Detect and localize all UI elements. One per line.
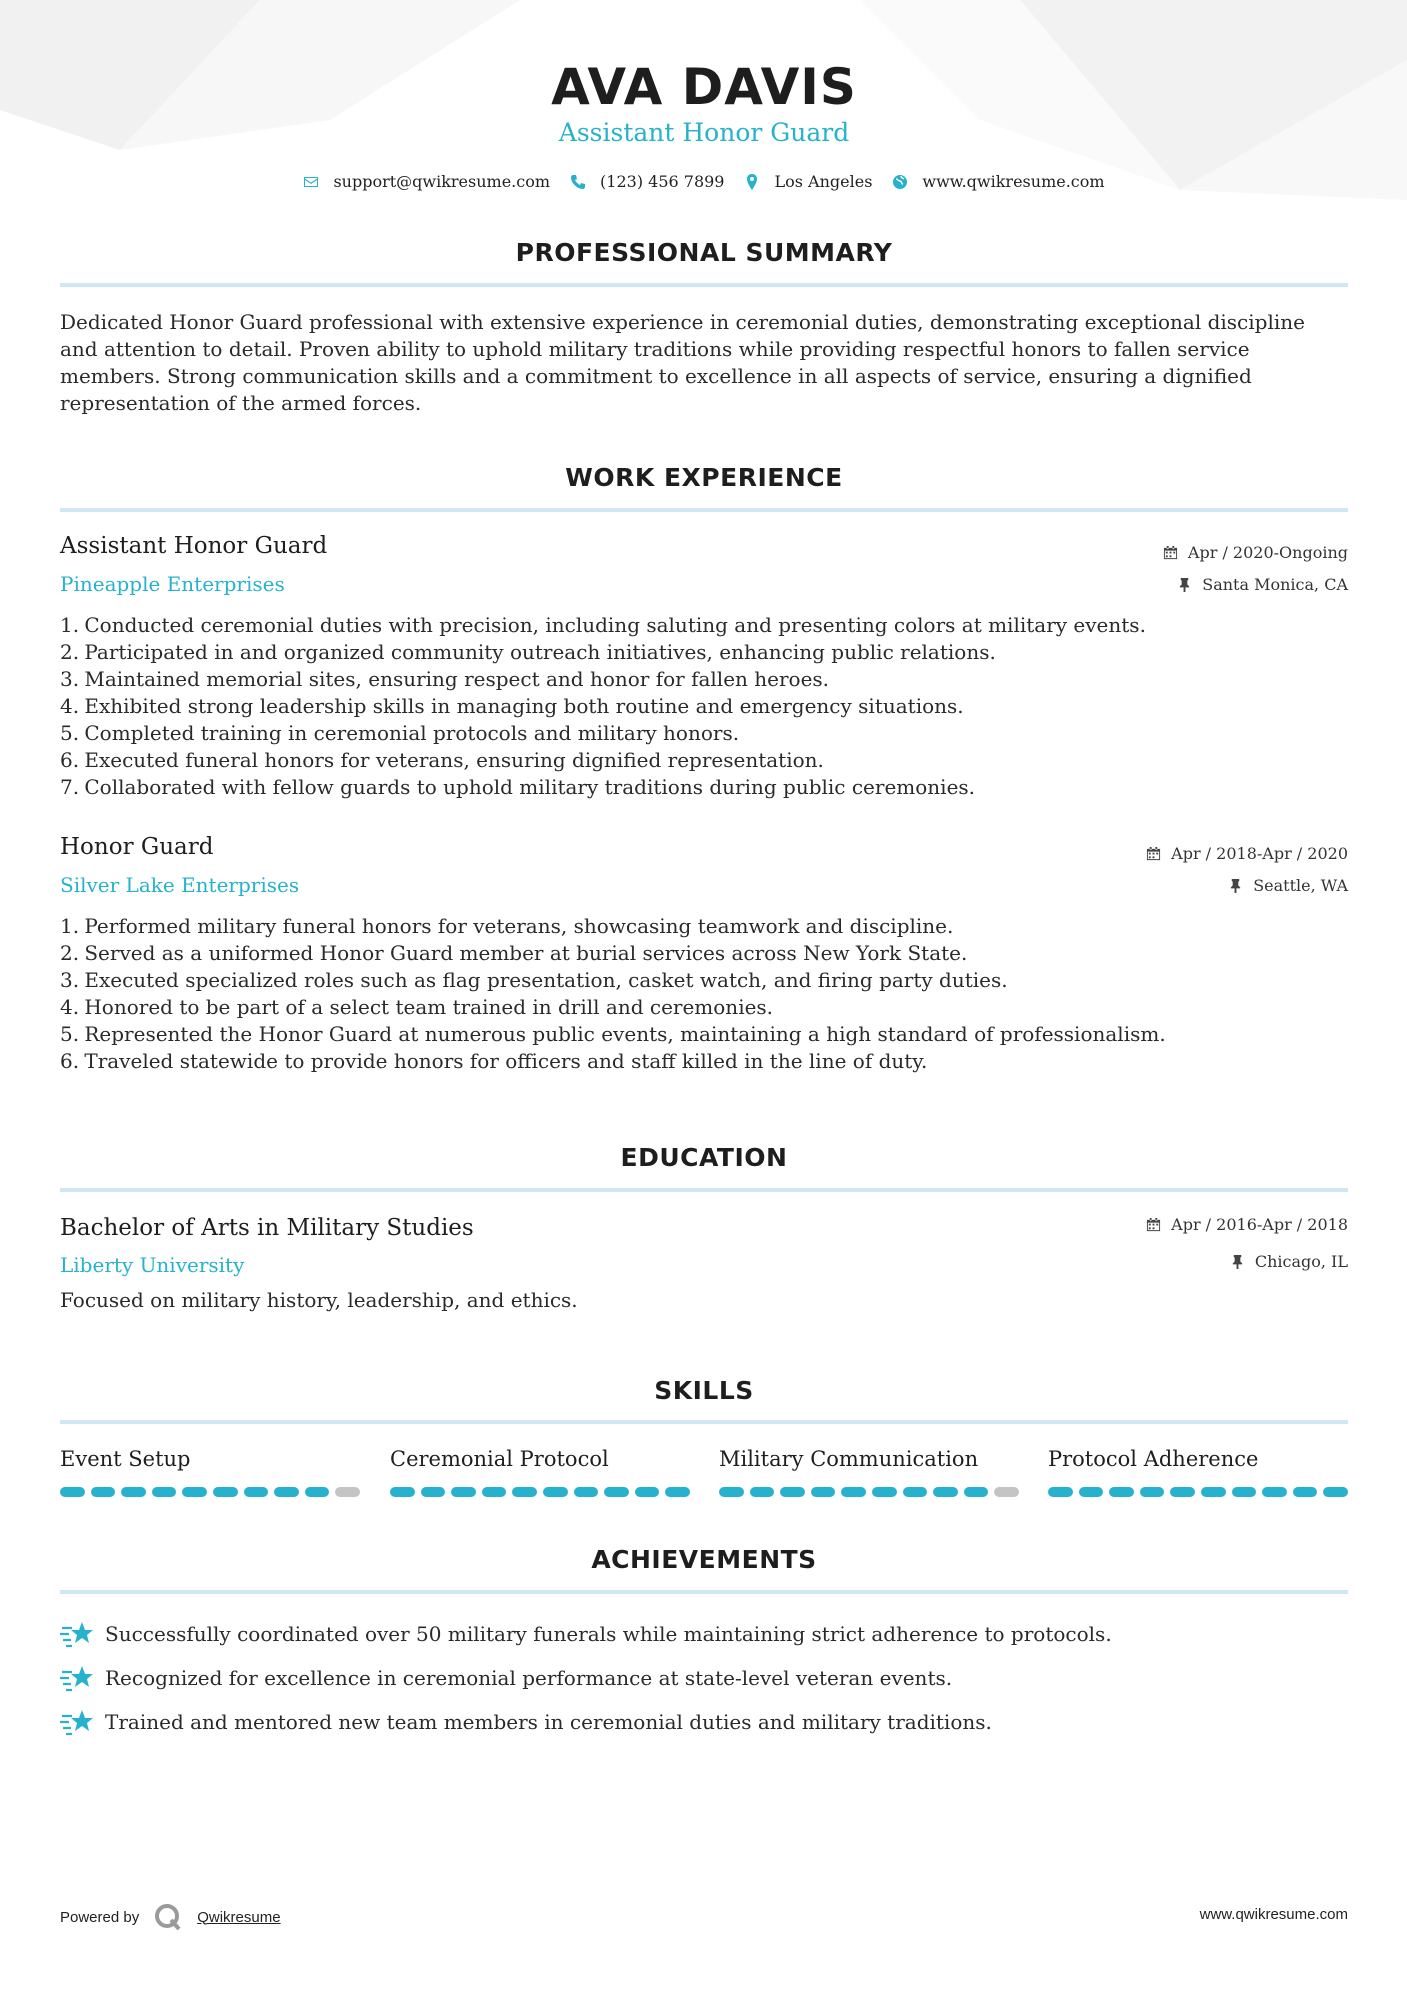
skill-segment-filled (213, 1487, 238, 1497)
achievements-divider (60, 1590, 1348, 1594)
job-1-bullets (60, 612, 1348, 801)
skill-segment-filled (811, 1487, 836, 1497)
education-divider (60, 1188, 1348, 1192)
list-item: 7. Collaborated with fellow guards to uphold military traditions during public ceremonies. (60, 775, 976, 799)
list-item: Recognized for excellence in ceremonial performance at state-level veteran events. (60, 1656, 1348, 1700)
skill-segment-filled (305, 1487, 330, 1497)
experience-heading: WORK EXPERIENCE (565, 463, 843, 492)
skill-segment-filled (182, 1487, 207, 1497)
skill-level-bar (60, 1487, 360, 1497)
skill-segment-filled (1232, 1487, 1257, 1497)
skill-segment-filled (421, 1487, 446, 1497)
job-1-title: Assistant Honor Guard (60, 533, 328, 559)
list-item: 3. Maintained memorial sites, ensuring respect and honor for fallen heroes. (60, 667, 830, 691)
pushpin-icon (1177, 577, 1192, 592)
skill-segment-filled (121, 1487, 146, 1497)
skill-segment-filled (1048, 1487, 1073, 1497)
email-text: support@qwikresume.com (333, 172, 551, 191)
pushpin-icon (1230, 1254, 1245, 1269)
candidate-name: AVA DAVIS (551, 58, 857, 116)
skill-segment-filled (274, 1487, 299, 1497)
job-2-location: Seattle, WA (1228, 876, 1348, 895)
footer (60, 1902, 1348, 1932)
list-item: 3. Executed specialized roles such as flag presentation, casket watch, and firing party duties. (60, 968, 1008, 992)
job-1-dates: Apr / 2020-Ongoing (1163, 543, 1348, 562)
education-degree: Bachelor of Arts in Military Studies (60, 1215, 474, 1241)
education-dates: Apr / 2016-Apr / 2018 (1146, 1215, 1348, 1234)
list-item: 2. Served as a uniformed Honor Guard member at burial services across New York State. (60, 941, 968, 965)
education-location: Chicago, IL (1230, 1252, 1348, 1271)
globe-icon (892, 174, 908, 190)
skill-military-communication (719, 1447, 1019, 1497)
skill-segment-filled (719, 1487, 744, 1497)
skill-event-setup (60, 1447, 360, 1497)
skill-segment-filled (780, 1487, 805, 1497)
skill-name: Ceremonial Protocol (390, 1447, 609, 1471)
list-item: 6. Executed funeral honors for veterans, ensuring dignified representation. (60, 748, 824, 772)
candidate-title: Assistant Honor Guard (558, 118, 850, 147)
skill-segment-filled (964, 1487, 989, 1497)
list-item: 6. Traveled statewide to provide honors for officers and staff killed in the line of duty. (60, 1049, 928, 1073)
skill-segment-filled (482, 1487, 507, 1497)
map-pin-icon (744, 174, 760, 190)
skill-level-bar (719, 1487, 1019, 1497)
job-2-company: Silver Lake Enterprises (60, 873, 300, 897)
education-heading: EDUCATION (620, 1143, 788, 1172)
skill-segment-filled (750, 1487, 775, 1497)
skill-segment-filled (574, 1487, 599, 1497)
location-text: Los Angeles (774, 172, 873, 191)
skill-segment-filled (1293, 1487, 1318, 1497)
list-item: 5. Represented the Honor Guard at numerous public events, maintaining a high standard of professionalism. (60, 1022, 1166, 1046)
footer-url[interactable]: www.qwikresume.com (1199, 1906, 1348, 1923)
skill-segment-filled (1323, 1487, 1348, 1497)
shooting-star-icon (60, 1663, 94, 1693)
list-item: 4. Exhibited strong leadership skills in managing both routine and emergency situations. (60, 694, 964, 718)
skill-segment-filled (1170, 1487, 1195, 1497)
contact-location (744, 172, 872, 191)
skill-segment-filled (543, 1487, 568, 1497)
list-item: 2. Participated in and organized community outreach initiatives, enhancing public relations. (60, 640, 996, 664)
skill-segment-filled (1109, 1487, 1134, 1497)
job-2-bullets (60, 913, 1348, 1075)
calendar-icon (1146, 846, 1161, 861)
list-item: 1. Conducted ceremonial duties with precision, including saluting and presenting colors at military events. (60, 613, 1146, 637)
skill-segment-filled (1262, 1487, 1287, 1497)
skill-segment-filled (635, 1487, 660, 1497)
list-item: Successfully coordinated over 50 military funerals while maintaining strict adherence to protocols. (60, 1612, 1348, 1656)
summary-heading: PROFESSIONAL SUMMARY (515, 238, 893, 267)
achievements-list (60, 1612, 1348, 1744)
calendar-icon (1163, 545, 1178, 560)
skill-segment-filled (1140, 1487, 1165, 1497)
powered-by (60, 1902, 281, 1932)
skill-segment-filled (872, 1487, 897, 1497)
shooting-star-icon (60, 1619, 94, 1649)
job-1-company: Pineapple Enterprises (60, 572, 285, 596)
contact-bar (60, 172, 1348, 191)
calendar-icon (1146, 1217, 1161, 1232)
skill-segment-filled (604, 1487, 629, 1497)
experience-divider (60, 508, 1348, 512)
list-item: 1. Performed military funeral honors for veterans, showcasing teamwork and discipline. (60, 914, 954, 938)
summary-text: Dedicated Honor Guard professional with extensive experience in ceremonial duties, demonstrating exceptional discipline and attention to detail. Proven ability to uphold military traditions while providing respectful honors to fallen service members. Strong communication skills and a commitment to excellence in all aspects of service, ensuring a dignified representation of the armed forces. (60, 310, 1305, 415)
skill-name: Protocol Adherence (1048, 1447, 1259, 1471)
skill-ceremonial-protocol (390, 1447, 690, 1497)
skill-segment-filled (841, 1487, 866, 1497)
job-2-dates: Apr / 2018-Apr / 2020 (1146, 844, 1348, 863)
contact-email[interactable] (303, 172, 550, 191)
skill-segment-filled (1201, 1487, 1226, 1497)
qwikresume-logo-icon (153, 1902, 183, 1932)
skill-segment-filled (390, 1487, 415, 1497)
job-2-title: Honor Guard (60, 834, 214, 860)
skill-name: Event Setup (60, 1447, 191, 1471)
list-item: Trained and mentored new team members in ceremonial duties and military traditions. (60, 1700, 1348, 1744)
skill-segment-empty (335, 1487, 360, 1497)
skill-protocol-adherence (1048, 1447, 1348, 1497)
skill-segment-empty (994, 1487, 1019, 1497)
skill-level-bar (1048, 1487, 1348, 1497)
job-1-location: Santa Monica, CA (1177, 575, 1348, 594)
shooting-star-icon (60, 1707, 94, 1737)
skill-segment-filled (91, 1487, 116, 1497)
skill-segment-filled (60, 1487, 85, 1497)
skill-segment-filled (665, 1487, 690, 1497)
website-text: www.qwikresume.com (922, 172, 1105, 191)
contact-website[interactable] (892, 172, 1104, 191)
skill-segment-filled (451, 1487, 476, 1497)
brand-link[interactable]: Qwikresume (197, 1908, 281, 1926)
skill-segment-filled (903, 1487, 928, 1497)
phone-text: (123) 456 7899 (600, 172, 725, 191)
education-description: Focused on military history, leadership, and ethics. (60, 1288, 578, 1312)
pushpin-icon (1228, 878, 1243, 893)
skill-name: Military Communication (719, 1447, 979, 1471)
summary-divider (60, 283, 1348, 287)
powered-by-label: Powered by (60, 1908, 140, 1926)
skill-segment-filled (1079, 1487, 1104, 1497)
skill-segment-filled (512, 1487, 537, 1497)
skills-divider (60, 1420, 1348, 1424)
education-school: Liberty University (60, 1253, 245, 1277)
phone-icon (570, 174, 586, 190)
contact-phone[interactable] (570, 172, 724, 191)
achievements-heading: ACHIEVEMENTS (591, 1545, 817, 1574)
list-item: 4. Honored to be part of a select team trained in drill and ceremonies. (60, 995, 774, 1019)
skills-heading: SKILLS (654, 1376, 754, 1405)
skill-segment-filled (933, 1487, 958, 1497)
skill-segment-filled (244, 1487, 269, 1497)
skill-level-bar (390, 1487, 690, 1497)
envelope-icon (303, 174, 319, 190)
list-item: 5. Completed training in ceremonial protocols and military honors. (60, 721, 740, 745)
skill-segment-filled (152, 1487, 177, 1497)
